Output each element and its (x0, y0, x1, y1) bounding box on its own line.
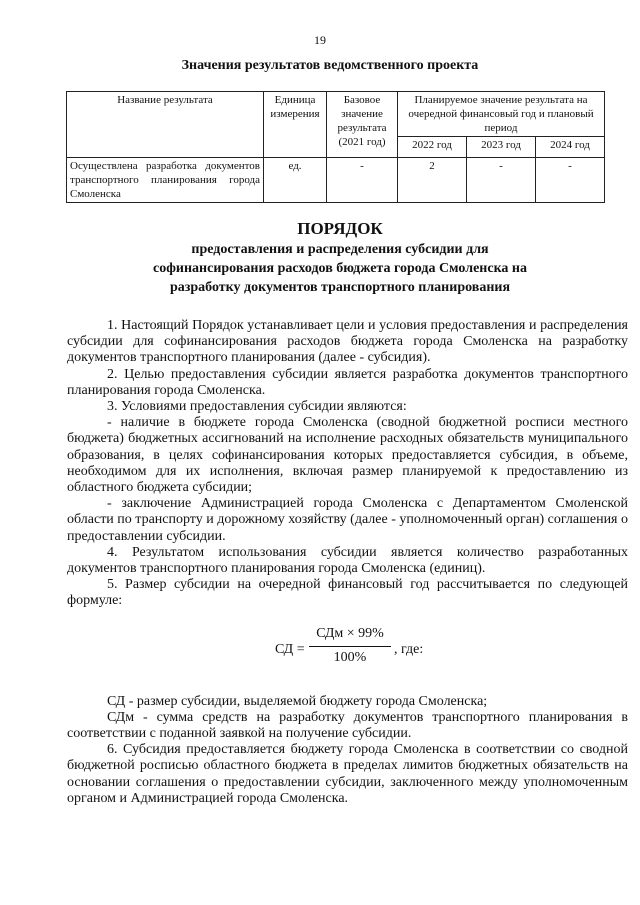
definition-sdm: СДм - сумма средств на разработку документов транспортного планирования в соответствии с поданной заявкой на получение субсидии. (67, 709, 628, 742)
paragraph-2: 2. Целью предоставления субсидии является разработка документов транспортного планирования города Смоленска. (67, 366, 628, 398)
formula-lhs: СД = (275, 641, 305, 657)
paragraph-6: 6. Субсидия предоставляется бюджету города Смоленска в соответствии со сводной бюджетной росписью областного бюджета в пределах лимитов бюджетных обязательств на основании соглашения о предоставлении субсидии, заключенного между уполномоченным органом и Администрацией города Смоленска. (67, 742, 628, 806)
cell-value-2022: 2 (398, 158, 467, 203)
order-heading (130, 218, 550, 297)
definition-sd: СД - размер субсидии, выделяемой бюджету города Смоленска; (107, 693, 488, 709)
order-body (67, 318, 628, 807)
table-header-row (67, 92, 605, 137)
cell-value-2023: - (467, 158, 536, 203)
paragraph-5: 5. Размер субсидии на очередной финансовый год рассчитывается по следующей формуле: (67, 577, 628, 609)
paragraph-1: 1. Настоящий Порядок устанавливает цели и условия предоставления и распределения субсидии для софинансирования расходов бюджета города Смоленска на разработку документов транспортного планирования (далее - субсидия). (67, 318, 628, 366)
cell-unit: ед. (264, 158, 327, 203)
cell-value-2024: - (536, 158, 605, 203)
results-table (66, 91, 605, 203)
formula-denominator: 100% (333, 649, 367, 665)
page-number: 19 (314, 33, 326, 47)
paragraph-3-item-2: - заключение Администрацией города Смоленска с Департаментом Смоленской области по транспорту и дорожному хозяйству (далее - уполномоченный орган) соглашения о предоставлении субсидии. (67, 496, 628, 544)
header-unit: Единица измерения (264, 92, 327, 158)
formula-numerator: СДм × 99% (316, 625, 384, 641)
header-year-2023: 2023 год (467, 137, 536, 158)
paragraph-4: 4. Результатом использования субсидии является количество разработанных документов транспортного планирования города Смоленска (единиц). (67, 544, 628, 577)
header-year-2024: 2024 год (536, 137, 605, 158)
header-planned-value: Планируемое значение результата на очередной финансовый год и плановый период (398, 92, 605, 137)
cell-result-name: Осуществлена разработка документов транспортного планирования города Смоленска (67, 158, 264, 203)
paragraph-3: 3. Условиями предоставления субсидии являются: (107, 399, 407, 415)
subsidy-formula (67, 626, 628, 672)
order-heading-title: ПОРЯДОК (297, 219, 383, 238)
cell-base-value: - (327, 158, 398, 203)
table-row (67, 158, 605, 203)
formula-tail: , где: (394, 641, 424, 657)
header-base-value: Базовое значение результата (2021 год) (327, 92, 398, 158)
order-heading-subtitle: предоставления и распределения субсидии для софинансирования расходов бюджета города Смоленска на разработку документов транспортного планирования (153, 242, 527, 295)
paragraph-3-item-1: - наличие в бюджете города Смоленска (сводной бюджетной росписи местного бюджета) бюджетных ассигнований на исполнение расходных обязательств муниципального образования, в целях софинансирования которых предоставляется субсидия, в объеме, необходимом для их исполнения, включая размер планируемой к предоставлению из областного бюджета субсидии; (67, 415, 628, 496)
header-year-2022: 2022 год (398, 137, 467, 158)
header-result-name: Название результата (67, 92, 264, 158)
formula-fraction-bar (309, 646, 391, 647)
results-table-title: Значения результатов ведомственного проекта (181, 58, 479, 73)
